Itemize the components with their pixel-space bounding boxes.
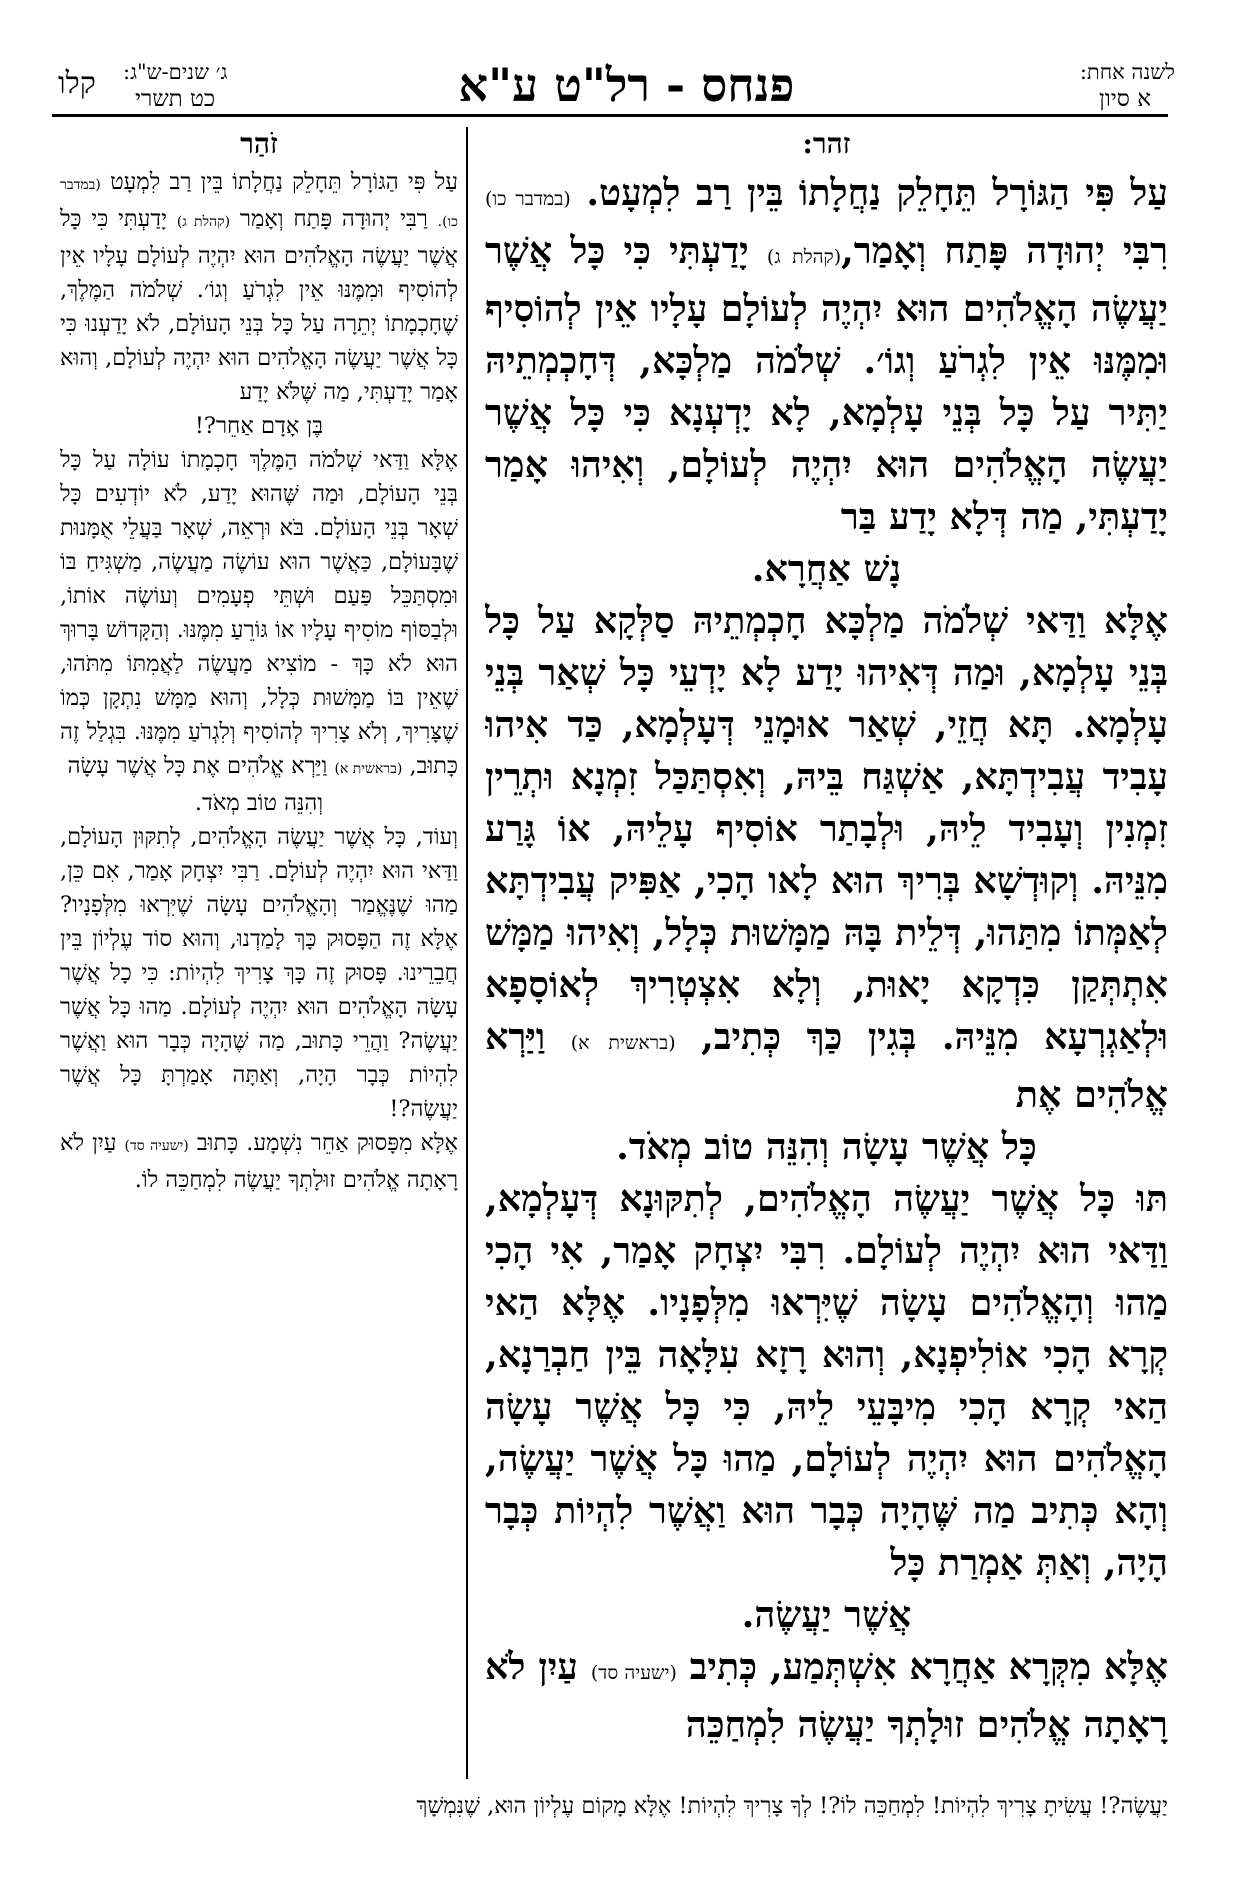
paragraph-end-line: בֶּן אָדָם אַחֵר?! <box>194 413 324 439</box>
hebrew-paragraph: וְעוֹד, כָּל אֲשֶׁר יַעֲשֶׂה הָאֱלֹהִים, לְתִקּוּן הָעוֹלָם, וַדַּאי הוּא יִהְיֶה לְעוֹלָם. רַבִּי יִצְחָק אָמַר, אִם כֵּן, מַהוּ שֶׁנֶּאֱמַר וְהָאֱלֹהִים עָשָׂה שֶׁיִּרְאוּ מִלְּפָנָיו? אֶלָּא זֶה הַפָּסוּק כָּךְ לָמַדְנוּ, וְהוּא סוֹד עֶלְיוֹן בֵּין חֲבֵרֵינוּ. פָּסוּק זֶה כָּךְ צָרִיךְ לִהְיוֹת: כִּי כָל אֲשֶׁר עָשָׂה הָאֱלֹהִים הוּא יִהְיֶה לְעוֹלָם. מַהוּ כָּל אֲשֶׁר יַעֲשֶׂה? וַהֲרֵי כָּתוּב, מַה שֶּׁהָיָה כְּבָר הוּא וַאֲשֶׁר לִהְיוֹת כְּבָר הָיָה, וְאַתָּה אָמַרְתָּ כָּל אֲשֶׁר יַעֲשֶׂה?! <box>60 824 458 1122</box>
hebrew-paragraph <box>60 443 458 786</box>
header-year-schedule-date: א סיון <box>1099 86 1151 112</box>
paragraph-text: רִבִּי יְהוּדָה פָּתַח וְאָמַר, <box>841 229 1168 272</box>
verse-reference: (בראשית א) <box>334 761 403 777</box>
paragraph-end-line: נָשׁ אַחֲרָא. <box>751 547 902 590</box>
paragraph-text: יָדַעְתִּי כִּי כָּל אֲשֶׁר יַעֲשֶׂה הָאֱלֹהִים הוּא יִהְיֶה לְעוֹלָם עָלָיו אֵין לְהוֹסִיף וּמִמֶּנּוּ אֵין לִגְרֹעַ וְגוֹ׳. שְׁלֹמֹה מַלְכָּא, דְּחָכְמְתֵיהּ יַתִּיר עַל כָּל בְּנֵי עָלְמָא, לָא יָדְעְנָא כִּי כָּל אֲשֶׁר יַעֲשֶׂה הָאֱלֹהִים הוּא יִהְיֶה לְעוֹלָם, וְאִיהוּ אָמַר יָדַעְתִּי, מַה דְּלָא יָדַע בַּר <box>485 229 1168 538</box>
paragraph-text: עַיִן לֹא רָאָתָה אֱלֹהִים זוּלָתְךָ יַעֲשֶׂה לִמְחַכֵּה לוֹ. <box>60 1130 458 1193</box>
paragraph-end-line: כָּל אֲשֶׁר עָשָׂה וְהִנֵּה טוֹב מְאֹד. <box>616 1125 1037 1168</box>
column-divider <box>466 127 468 1779</box>
page-title: פנחס - רל"ט ע"א <box>458 58 795 112</box>
continuation-line: יַעֲשֶׂה?! עֲשִׂיתָ צָרִיךְ לִהְיוֹת! לִמְחַכֵּה לוֹ?! לְךָ צָרִיךְ לִהְיוֹת! אֶלָּא מָקוֹם עֶלְיוֹן הוּא, שֶׁנִּמְשָׁךְ <box>416 1793 1168 1819</box>
verse-reference: (ישעיה סד) <box>124 1138 189 1154</box>
header-three-year-schedule-label: ג׳ שנים-ש"ג: <box>123 60 228 84</box>
header-year-schedule-label: לשנה אחת: <box>1079 60 1175 84</box>
verse-reference: (בראשית א) <box>570 1032 676 1054</box>
paragraph-text: רַבִּי יְהוּדָה פָּתַח וְאָמַר <box>239 206 428 232</box>
aramaic-paragraph <box>485 1641 1168 1751</box>
verse-text: עַל פִּי הַגּוֹרָל תֵּחָלֵק נַחֲלָתוֹ בֵּין רַב לִמְעָט. <box>586 171 1168 214</box>
hebrew-column-heading: זֹהַר <box>240 127 278 160</box>
paragraph-text: אֶלָּא וַדַּאי שְׁלֹמֹה הַמֶּלֶךְ חָכְמָתוֹ עוֹלָה עַל כָּל בְּנֵי הָעוֹלָם, וּמַה שֶּׁהוּא יָדַע, לֹא יוֹדְעִים כָּל שְׁאָר בְּנֵי הָעוֹלָם. בֹּא וּרְאֵה, שְׁאָר בַּעֲלֵי אֻמָּנוּת שֶׁבָּעוֹלָם, כַּאֲשֶׁר הוּא עוֹשֶׂה מַעֲשֶׂה, מַשְׁגִּיחַ בּוֹ וּמִסְתַּכֵּל פַּעַם וּשְׁתֵּי פְעָמִים וְעוֹשֶׂה אוֹתוֹ, וּלְבַסּוֹף מוֹסִיף עָלָיו אוֹ גּוֹרֵעַ מִמֶּנּוּ. וְהַקָּדוֹשׁ בָּרוּךְ הוּא לֹא כָּךְ - מוֹצִיא מַעֲשֶׂה לַאֲמִתּוֹ מִתֹּהוּ, שֶׁאֵין בּוֹ מַמָּשׁוּת כְּלָל, וְהוּא מַמָּשׁ נִתְקָן כְּמוֹ שֶׁצָּרִיךְ, וְלֹא צָרִיךְ לְהוֹסִיף וְלִגְרֹעַ מִמֶּנּוּ. בִּגְלַל זֶה כָּתוּב, <box>60 447 458 779</box>
verse-text: עַל פִּי הַגּוֹרָל תֵּחָלֵק נַחֲלָתוֹ בֵּין רַב לִמְעָט <box>110 169 458 195</box>
paragraph-text: אֶלָּא מִקְּרָא אַחֲרָא אִשְׁתְּמַע, כְּתִיב <box>689 1645 1168 1688</box>
paragraph-text: אֶלָּא וַדַּאי שְׁלֹמֹה מַלְכָּא חָכְמְתֵיהּ סַלְּקָא עַל כָּל בְּנֵי עָלְמָא, וּמַה דְּאִיהוּ יָדַע לָא יָדְעֵי כָּל שְׁאַר בְּנֵי עָלְמָא. תָּא חֲזֵי, שְׁאַר אוּמָנֵי דְּעָלְמָא, כַּד אִיהוּ עָבִיד עֲבִידְתָּא, אַשְׁגַּח בֵּיהּ, וְאִסְתַּכַּל זִמְנָא וּתְרֵין זִמְנִין וְעָבִיד לֵיהּ, וּלְבָתַר אוֹסִיף עָלֵיהּ, אוֹ גָּרַע מִנֵּיהּ. וְקוּדְשָׁא בְּרִיךְ הוּא לָאו הָכִי, אַפִּיק עֲבִידְתָּא לְאַמְּתוֹ מִתַּהוּ, דְּלֵית בָּהּ מַמָּשׁוּת כְּלָל, וְאִיהוּ מַמָּשׁ אִתְתְּקַן כִּדְקָא יָאוּת, וְלָא אִצְטְרִיךְ לְאוֹסָפָא וּלְאַגְרְעָא מִנֵּיהּ. בְּגִין כַּךְ כְּתִיב, <box>485 599 1168 1058</box>
verse-reference: (קהלת ג) <box>176 214 231 230</box>
paragraph-text: וַיַּרְא אֱלֹהִים אֶת <box>485 1015 1168 1116</box>
paragraph-text: יָדַעְתִּי כִּי כָּל אֲשֶׁר יַעֲשֶׂה הָאֱלֹהִים הוּא יִהְיֶה לְעוֹלָם עָלָיו אֵין לְהוֹסִיף וּמִמֶּנּוּ אֵין לִגְרֹעַ וְגוֹ׳. שְׁלֹמֹה הַמֶּלֶךְ, שֶׁחָכְמָתוֹ יְתֵרָה עַל כָּל בְּנֵי הָעוֹלָם, לֹא יָדַעְנוּ כִּי כָּל אֲשֶׁר יַעֲשֶׂה הָאֱלֹהִים הוּא יִהְיֶה לְעוֹלָם, וְהוּא אָמַר יָדַעְתִּי, מַה שֶּׁלֹּא יָדַע <box>60 206 458 405</box>
hebrew-translation-column <box>60 127 458 1779</box>
paragraph-text: עַיִן לֹא רָאָתָה אֱלֹהִים זוּלָתְךָ יַעֲשֶׂה לִמְחַכֵּה <box>485 1645 1168 1746</box>
verse-reference: (ישעיה סד) <box>590 1662 677 1684</box>
aramaic-paragraph <box>485 167 1168 543</box>
header-three-year-schedule-date: כט תשרי <box>135 86 216 112</box>
hebrew-paragraph <box>60 1126 458 1197</box>
verse-reference: (קהלת ג) <box>766 246 842 268</box>
paragraph-end-line: וְהִנֵּה טוֹב מְאֹד. <box>194 790 324 816</box>
page-number: קלו <box>58 66 96 101</box>
aramaic-text-column <box>485 127 1168 1775</box>
aramaic-text <box>485 167 1168 1751</box>
aramaic-column-heading: זהר: <box>802 127 851 160</box>
paragraph-text: וַיַּרְא אֱלֹהִים אֶת כָּל אֲשֶׁר עָשָׂה <box>67 753 328 779</box>
header-divider <box>52 114 1168 117</box>
verse-reference: (במדבר כו) <box>485 188 571 210</box>
paragraph-text: אֶלָּא מִפָּסוּק אַחֵר נִשְׁמָע. כָּתוּב <box>196 1130 458 1156</box>
aramaic-paragraph: תּוּ כָּל אֲשֶׁר יַעֲשֶׂה הָאֱלֹהִים, לְתִקּוּנָא דְּעָלְמָא, וַדַּאי הוּא יִהְיֶה לְעוֹלָם. רִבִּי יִצְחָק אָמַר, אִי הָכִי מַהוּ וְהָאֱלֹהִים עָשָׂה שֶׁיִּרְאוּ מִלְּפָנָיו. אֶלָּא הַאי קְרָא הָכִי אוֹלִיפְנָא, וְהוּא רָזָא עִלָּאָה בֵּין חַבְרַנָא, הַאי קְרָא הָכִי מִיבָּעֵי לֵיהּ, כִּי כָּל אֲשֶׁר עָשָׂה הָאֱלֹהִים הוּא יִהְיֶה לְעוֹלָם, מַהוּ כָּל אֲשֶׁר יַעֲשֶׂה, וְהָא כְּתִיב מַה שֶּׁהָיָה כְּבָר הוּא וַאֲשֶׁר לִהְיוֹת כְּבָר הָיָה, וְאַתְּ אַמְרַת כָּל <box>485 1177 1168 1584</box>
hebrew-paragraph <box>60 165 458 409</box>
paragraph-end-line: אֲשֶׁר יַעֲשֶׂה. <box>741 1593 912 1636</box>
aramaic-paragraph <box>485 595 1168 1121</box>
hebrew-text <box>60 165 458 1197</box>
verse-reference: (במדבר כו). <box>60 177 458 230</box>
